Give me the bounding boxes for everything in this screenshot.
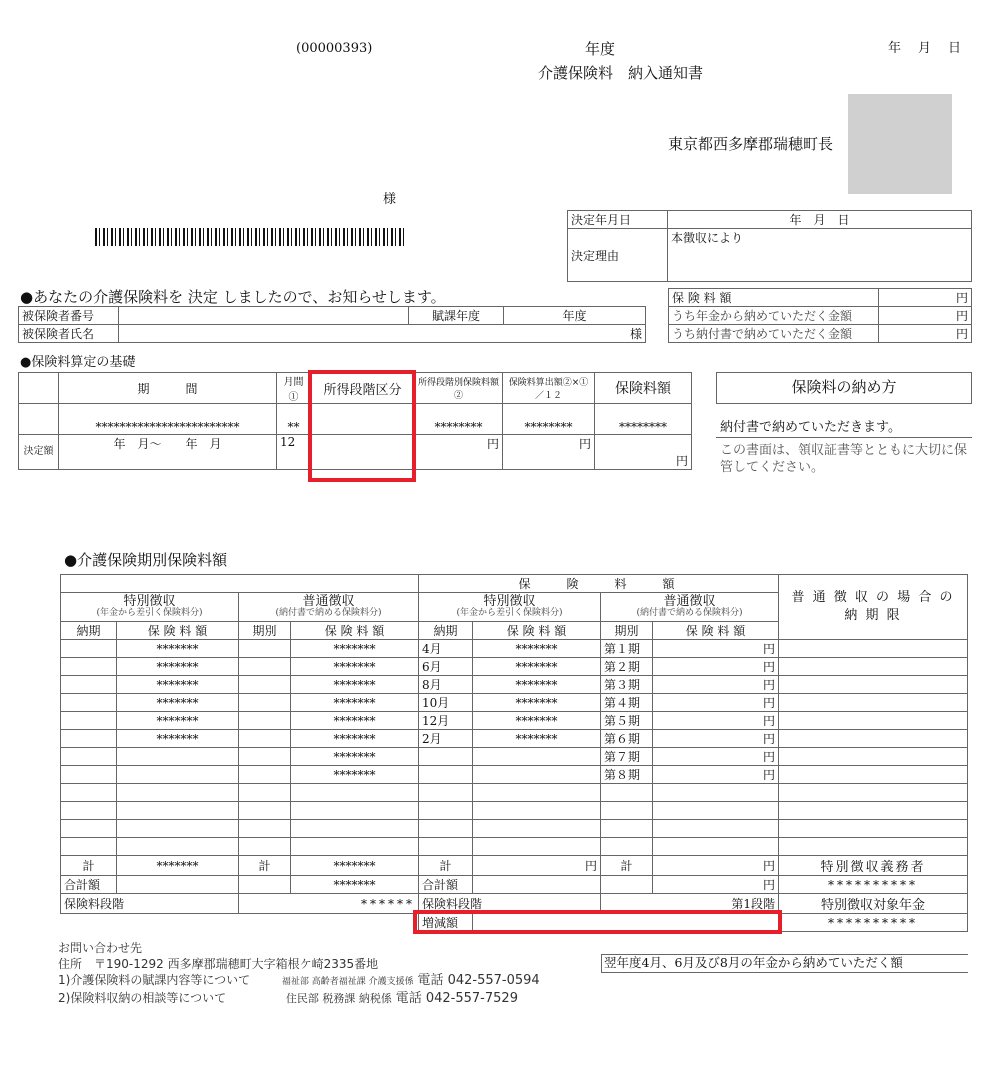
- schedule-row: [61, 730, 968, 748]
- schedule-cell: [419, 766, 473, 784]
- schedule-cell: [601, 784, 653, 802]
- schedule-cell: 第５期: [601, 712, 653, 730]
- period-stars: ************************: [59, 404, 277, 435]
- left-normal-sub: (納付書で納める保険料分): [275, 608, 382, 619]
- left-normal-header: [239, 593, 419, 622]
- months-header: 月間①: [277, 373, 311, 404]
- schedule-cell: [779, 712, 968, 730]
- schedule-cell: [239, 820, 291, 838]
- contact-line-1: [58, 972, 540, 990]
- left-special-header: [61, 593, 239, 622]
- schedule-cell: [779, 766, 968, 784]
- schedule-cell: [291, 838, 419, 856]
- schedule-cell: [601, 820, 653, 838]
- schedule-cell: [239, 784, 291, 802]
- left-tier-label: 保険料段階: [61, 894, 239, 914]
- schedule-cell: [239, 766, 291, 784]
- fiscal-year: 年度: [585, 40, 616, 58]
- contact-heading: お問い合わせ先: [58, 941, 143, 955]
- schedule-cell: [61, 748, 117, 766]
- schedule-cell: [653, 838, 779, 856]
- schedule-cell: *******: [117, 676, 239, 694]
- contact-line-2: [58, 990, 540, 1008]
- right-normal-label: 普通徴収: [663, 593, 716, 609]
- official-seal: [848, 94, 952, 194]
- premium-yen: 円: [879, 289, 972, 307]
- decision-table: [567, 210, 972, 282]
- schedule-row: [61, 766, 968, 784]
- schedule-cell: [61, 658, 117, 676]
- schedule-cell: [117, 766, 239, 784]
- schedule-cell: 円: [653, 712, 779, 730]
- schedule-cell: [239, 676, 291, 694]
- schedule-cell: [653, 802, 779, 820]
- schedule-cell: [419, 838, 473, 856]
- schedule-table-wrapper: [60, 574, 968, 952]
- col-amount-4: 保 険 料 額: [653, 622, 779, 640]
- schedule-cell: [239, 730, 291, 748]
- fiscal-year-label: 賦課年度: [409, 307, 504, 325]
- schedule-cell: *******: [117, 658, 239, 676]
- schedule-cell: [61, 784, 117, 802]
- schedule-cell: *******: [291, 748, 419, 766]
- recipient-suffix: 様: [383, 192, 397, 207]
- pension-yen: 円: [879, 307, 972, 325]
- contact-dept-2: 住民部 税務課 納税係: [285, 991, 392, 1005]
- payment-divider: [716, 437, 972, 438]
- document-number: (00000393): [296, 41, 373, 56]
- right-total-label: 計: [419, 856, 473, 876]
- schedule-row: [61, 676, 968, 694]
- contact-tel-1: 電話 042-557-0594: [417, 973, 540, 989]
- schedule-cell: [419, 802, 473, 820]
- schedule-cell: [291, 784, 419, 802]
- schedule-cell: [239, 640, 291, 658]
- premium-stars: ********: [595, 404, 692, 435]
- schedule-cell: [779, 820, 968, 838]
- obligor-label: 特別徴収義務者: [779, 856, 968, 876]
- schedule-cell: [61, 730, 117, 748]
- schedule-cell: *******: [291, 766, 419, 784]
- schedule-cell: *******: [117, 694, 239, 712]
- schedule-cell: [779, 748, 968, 766]
- schedule-row: [61, 784, 968, 802]
- schedule-cell: [239, 658, 291, 676]
- col-term-2: 期別: [601, 622, 653, 640]
- schedule-cell: 円: [653, 766, 779, 784]
- schedule-row: [61, 694, 968, 712]
- schedule-cell: *******: [473, 676, 601, 694]
- obligor-value: **********: [779, 876, 968, 894]
- right-special-header: [419, 593, 601, 622]
- schedule-cell: [473, 838, 601, 856]
- bill-yen: 円: [879, 325, 972, 343]
- right-normal-sub: (納付書で納める保険料分): [636, 608, 743, 619]
- left-normal-label: 普通徴収: [302, 593, 355, 609]
- period-value: 年 月～ 年 月: [59, 435, 277, 470]
- schedule-cell: [473, 784, 601, 802]
- schedule-row: [61, 640, 968, 658]
- left-total-label-2: 計: [239, 856, 291, 876]
- bill-amount-label: うち納付書で納めていただく金額: [669, 325, 879, 343]
- period-header: 期 間: [59, 373, 277, 404]
- schedule-cell: [239, 838, 291, 856]
- schedule-cell: 第７期: [601, 748, 653, 766]
- insured-number-label: 被保険者番号: [19, 307, 119, 325]
- premium-label: 保 険 料 額: [669, 289, 879, 307]
- schedule-cell: 第３期: [601, 676, 653, 694]
- decided-label: 決定額: [19, 435, 59, 470]
- schedule-cell: [117, 802, 239, 820]
- schedule-cell: 第６期: [601, 730, 653, 748]
- schedule-cell: 10月: [419, 694, 473, 712]
- change-label: 増減額: [419, 914, 473, 932]
- schedule-cell: 円: [653, 676, 779, 694]
- right-normal-header: [601, 593, 779, 622]
- left-special-sub: (年金から差引く保険料分): [96, 608, 203, 619]
- schedule-cell: [779, 658, 968, 676]
- basis-table: [18, 372, 692, 470]
- months-value: 12: [277, 435, 311, 470]
- schedule-cell: [61, 712, 117, 730]
- schedule-cell: [291, 820, 419, 838]
- schedule-cell: [419, 748, 473, 766]
- fiscal-year-value: 年度: [504, 307, 646, 325]
- right-total-special-yen: 円: [473, 856, 601, 876]
- premium-header: 保険料額: [595, 373, 692, 404]
- schedule-cell: [61, 802, 117, 820]
- schedule-cell: [61, 838, 117, 856]
- schedule-cell: 6月: [419, 658, 473, 676]
- calc-stars: ********: [503, 404, 595, 435]
- schedule-cell: [239, 694, 291, 712]
- schedule-cell: [779, 676, 968, 694]
- schedule-cell: *******: [473, 640, 601, 658]
- schedule-cell: *******: [291, 640, 419, 658]
- schedule-cell: [239, 802, 291, 820]
- schedule-cell: [473, 802, 601, 820]
- schedule-cell: [117, 748, 239, 766]
- schedule-cell: [61, 676, 117, 694]
- schedule-cell: [653, 784, 779, 802]
- schedule-cell: *******: [117, 730, 239, 748]
- schedule-cell: *******: [291, 712, 419, 730]
- schedule-cell: [779, 730, 968, 748]
- schedule-heading: ●介護保険期別保険料額: [64, 551, 228, 569]
- schedule-cell: [601, 802, 653, 820]
- decision-date-value: 年 月 日: [668, 211, 972, 229]
- schedule-cell: *******: [473, 712, 601, 730]
- schedule-cell: [473, 766, 601, 784]
- issuer-name: 東京都西多摩郡瑞穂町長: [668, 135, 834, 153]
- months-stars: **: [277, 404, 311, 435]
- schedule-cell: 第２期: [601, 658, 653, 676]
- right-special-label: 特別徴収: [483, 593, 536, 609]
- contact-item-1: 1)介護保険料の賦課内容等について: [58, 973, 251, 988]
- schedule-cell: 2月: [419, 730, 473, 748]
- schedule-cell: [117, 838, 239, 856]
- schedule-cell: [419, 820, 473, 838]
- schedule-cell: [61, 694, 117, 712]
- premium-summary-table: [668, 288, 972, 343]
- schedule-cell: 第４期: [601, 694, 653, 712]
- col-amount-1: 保 険 料 額: [117, 622, 239, 640]
- schedule-row: [61, 748, 968, 766]
- col-term-1: 期別: [239, 622, 291, 640]
- deadline-header: 普 通 徴 収 の 場 合 の 納 期 限: [779, 575, 968, 640]
- right-grand-total-yen: 円: [653, 876, 779, 894]
- schedule-cell: [779, 802, 968, 820]
- left-tier-value: ******: [239, 894, 419, 914]
- right-tier-value: 第1段階: [601, 894, 779, 914]
- left-total-label: 計: [61, 856, 117, 876]
- schedule-cell: *******: [291, 730, 419, 748]
- decision-reason-label: 決定理由: [568, 229, 668, 282]
- schedule-cell: 円: [653, 640, 779, 658]
- schedule-row: [61, 820, 968, 838]
- insured-name-suffix: 様: [119, 325, 646, 343]
- tier-premium-yen: 円: [415, 435, 503, 470]
- col-period-1: 納期: [61, 622, 117, 640]
- payment-method-text: 納付書で納めていただきます。: [720, 420, 901, 435]
- schedule-cell: [117, 784, 239, 802]
- insured-number-value: [119, 307, 409, 325]
- premium-yen-basis: 円: [595, 435, 692, 470]
- payment-method-heading: 保険料の納め方: [791, 378, 897, 396]
- tier-premium-header: 所得段階別保険料額②: [415, 373, 503, 404]
- schedule-cell: *******: [291, 658, 419, 676]
- schedule-row: [61, 658, 968, 676]
- payment-method-box: [716, 372, 972, 404]
- right-special-sub: (年金から差引く保険料分): [456, 608, 563, 619]
- right-tier-label: 保険料段階: [419, 894, 601, 914]
- schedule-cell: [779, 838, 968, 856]
- pension-amount-label: うち年金から納めていただく金額: [669, 307, 879, 325]
- decision-reason-value: 本徴収により: [668, 229, 972, 282]
- income-tier-header: 所得段階区分: [311, 373, 415, 404]
- schedule-cell: [601, 838, 653, 856]
- col-period-2: 納期: [419, 622, 473, 640]
- schedule-cell: 8月: [419, 676, 473, 694]
- schedule-cell: [239, 712, 291, 730]
- right-grand-total-label: 合計額: [419, 876, 473, 894]
- left-special-label: 特別徴収: [123, 593, 176, 609]
- schedule-cell: [779, 640, 968, 658]
- schedule-cell: 円: [653, 658, 779, 676]
- schedule-cell: [653, 820, 779, 838]
- schedule-cell: [61, 766, 117, 784]
- keep-safe-note: この書面は、領収証書等とともに大切に保管してください。: [720, 443, 968, 475]
- notice-message: ●あなたの介護保険料を 決定 しましたので、お知らせします。: [20, 288, 446, 306]
- pension-target-label: 特別徴収対象年金: [779, 894, 968, 914]
- left-total-normal: *******: [291, 856, 419, 876]
- schedule-cell: [291, 802, 419, 820]
- schedule-cell: [61, 820, 117, 838]
- left-grand-total-label: 合計額: [61, 876, 117, 894]
- schedule-cell: 円: [653, 694, 779, 712]
- schedule-table: [60, 574, 968, 932]
- col-amount-3: 保 険 料 額: [473, 622, 601, 640]
- left-total-special: *******: [117, 856, 239, 876]
- col-amount-2: 保 険 料 額: [291, 622, 419, 640]
- schedule-cell: 12月: [419, 712, 473, 730]
- right-total-label-2: 計: [601, 856, 653, 876]
- schedule-cell: [779, 784, 968, 802]
- schedule-row: [61, 802, 968, 820]
- schedule-cell: *******: [473, 730, 601, 748]
- schedule-cell: 第１期: [601, 640, 653, 658]
- basis-heading: ●保険料算定の基礎: [20, 355, 136, 370]
- insured-table: [18, 306, 646, 343]
- schedule-cell: [473, 820, 601, 838]
- tier-premium-stars: ********: [415, 404, 503, 435]
- schedule-cell: *******: [291, 676, 419, 694]
- schedule-cell: 円: [653, 730, 779, 748]
- left-grand-total-value: *******: [291, 876, 419, 894]
- issue-date: 年 月 日: [888, 41, 964, 56]
- calc-header: 保険料算出額②×①／１２: [503, 373, 595, 404]
- schedule-cell: *******: [473, 658, 601, 676]
- schedule-cell: *******: [473, 694, 601, 712]
- schedule-cell: 第８期: [601, 766, 653, 784]
- document-title: 介護保険料 納入通知書: [538, 64, 704, 82]
- schedule-row: [61, 712, 968, 730]
- schedule-cell: 4月: [419, 640, 473, 658]
- contact-item-2: 2)保険料収納の相談等について: [58, 990, 227, 1005]
- schedule-cell: *******: [117, 640, 239, 658]
- contact-address: 住所 〒190-1292 西多摩郡瑞穂町大字箱根ケ崎2335番地: [58, 957, 379, 972]
- schedule-cell: *******: [117, 712, 239, 730]
- next-year-note: 翌年度4月、6月及び8月の年金から納めていただく額: [601, 954, 968, 973]
- schedule-cell: [419, 784, 473, 802]
- barcode: [95, 228, 407, 246]
- insured-name-label: 被保険者氏名: [19, 325, 119, 343]
- contact-tel-2: 電話 042-557-7529: [395, 990, 518, 1006]
- right-total-normal-yen: 円: [653, 856, 779, 876]
- schedule-cell: *******: [291, 694, 419, 712]
- premium-amount-header: 保 険 料 額: [419, 575, 779, 593]
- schedule-cell: [779, 694, 968, 712]
- schedule-cell: 円: [653, 748, 779, 766]
- schedule-cell: [473, 748, 601, 766]
- contact-dept-1: 福祉部 高齢者福祉課 介護支援係: [281, 977, 414, 988]
- schedule-row: [61, 838, 968, 856]
- contact-block: [58, 940, 540, 1007]
- pension-target-value: **********: [779, 914, 968, 932]
- calc-yen: 円: [503, 435, 595, 470]
- schedule-cell: [117, 820, 239, 838]
- schedule-cell: [61, 640, 117, 658]
- schedule-cell: [239, 748, 291, 766]
- decision-date-label: 決定年月日: [568, 211, 668, 229]
